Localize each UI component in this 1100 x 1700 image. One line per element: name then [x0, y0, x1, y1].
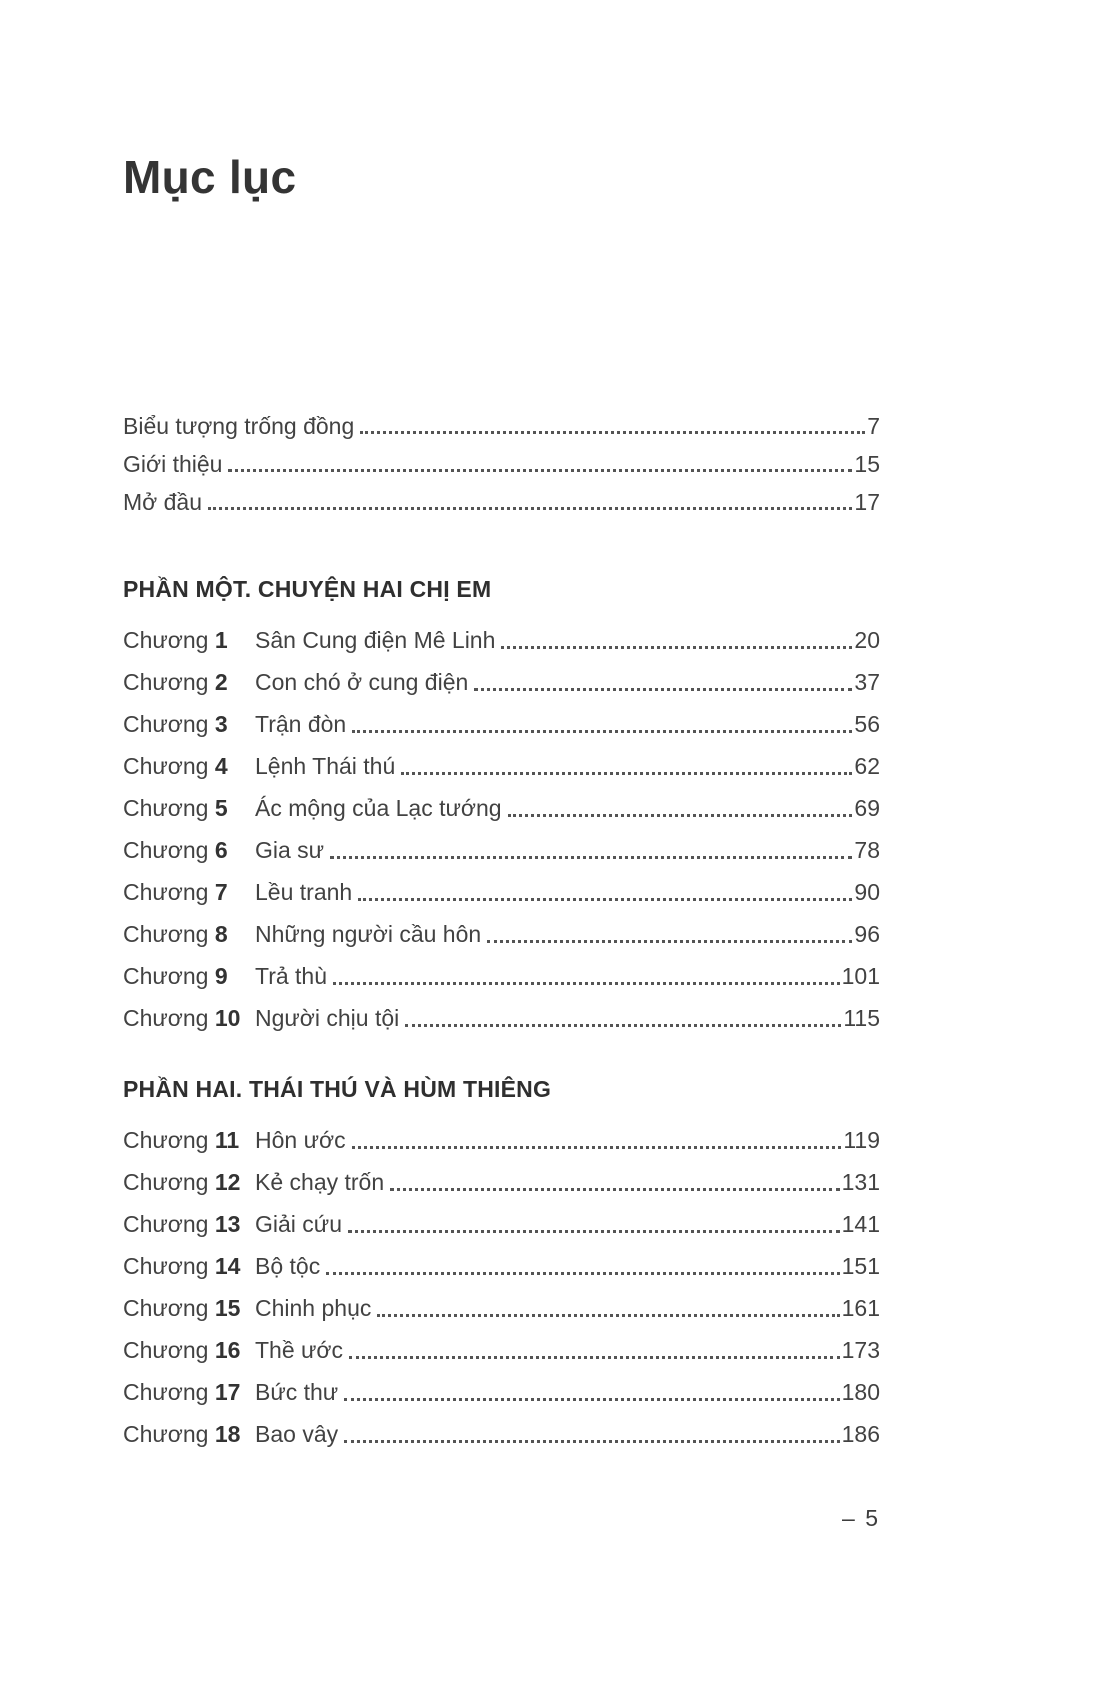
chapter-title: Trả thù	[255, 963, 328, 989]
chapter-title: Hôn ước	[255, 1127, 346, 1153]
chapter-title: Bức thư	[255, 1379, 339, 1405]
chapter-number: 10	[214, 1005, 241, 1031]
page-number: 15	[854, 451, 880, 477]
chapter-word: Chương	[123, 1253, 209, 1279]
section-heading-part-two: PHẦN HAI. THÁI THÚ VÀ HÙM THIÊNG	[123, 1076, 552, 1102]
chapter-label	[123, 1203, 255, 1245]
chapter-number: 1	[214, 627, 228, 653]
chapter-entry	[123, 1203, 880, 1245]
chapter-word: Chương	[123, 921, 209, 947]
chapter-number: 2	[214, 669, 228, 695]
dot-leader	[348, 1230, 840, 1233]
dot-leader	[208, 507, 852, 510]
entry-title: Mở đầu	[123, 489, 203, 515]
chapter-word: Chương	[123, 837, 209, 863]
chapter-word: Chương	[123, 1005, 209, 1031]
page-number: 141	[841, 1211, 880, 1237]
chapter-label	[123, 745, 255, 787]
chapter-title: Ác mộng của Lạc tướng	[255, 795, 502, 821]
chapter-label	[123, 997, 255, 1039]
chapter-title: Bao vây	[255, 1421, 339, 1447]
chapter-number: 14	[214, 1253, 241, 1279]
chapter-number: 4	[214, 753, 228, 779]
front-matter-entry	[123, 483, 880, 521]
chapter-title: Lều tranh	[255, 879, 353, 905]
page-number: 96	[854, 921, 880, 947]
page-number: 173	[841, 1337, 880, 1363]
dot-leader	[508, 814, 853, 817]
chapter-list-part-one	[123, 619, 880, 1039]
chapter-entry	[123, 913, 880, 955]
chapter-title: Người chịu tội	[255, 1005, 400, 1031]
chapter-number: 9	[214, 963, 228, 989]
chapter-title: Con chó ở cung điện	[255, 669, 469, 695]
chapter-entry	[123, 997, 880, 1039]
chapter-title: Sân Cung điện Mê Linh	[255, 627, 496, 653]
page-number: 151	[841, 1253, 880, 1279]
chapter-title: Những người cầu hôn	[255, 921, 482, 947]
chapter-word: Chương	[123, 963, 209, 989]
chapter-number: 15	[214, 1295, 241, 1321]
chapter-number: 8	[214, 921, 228, 947]
entry-title: Giới thiệu	[123, 451, 223, 477]
chapter-word: Chương	[123, 1127, 209, 1153]
chapter-entry	[123, 745, 880, 787]
page-footer: – 5	[842, 1505, 880, 1531]
chapter-number: 6	[214, 837, 228, 863]
page-number: 56	[854, 711, 880, 737]
page-number: 62	[854, 753, 880, 779]
chapter-label	[123, 787, 255, 829]
entry-title: Biểu tượng trống đồng	[123, 413, 355, 439]
chapter-list-part-two	[123, 1119, 880, 1455]
section-heading-part-one: PHẦN MỘT. CHUYỆN HAI CHỊ EM	[123, 576, 492, 602]
chapter-label	[123, 871, 255, 913]
dot-leader	[352, 1146, 842, 1149]
chapter-title: Chinh phục	[255, 1295, 372, 1321]
chapter-label	[123, 619, 255, 661]
dot-leader	[333, 982, 840, 985]
chapter-title: Giải cứu	[255, 1211, 342, 1237]
chapter-label	[123, 661, 255, 703]
chapter-number: 18	[214, 1421, 241, 1447]
chapter-entry	[123, 703, 880, 745]
chapter-label	[123, 1119, 255, 1161]
chapter-word: Chương	[123, 753, 209, 779]
dot-leader	[358, 898, 852, 901]
front-matter-entry	[123, 445, 880, 483]
chapter-label	[123, 1371, 255, 1413]
chapter-label	[123, 703, 255, 745]
chapter-word: Chương	[123, 1169, 209, 1195]
chapter-label	[123, 913, 255, 955]
chapter-title: Kẻ chạy trốn	[255, 1169, 385, 1195]
page-number: 180	[841, 1379, 880, 1405]
chapter-number: 5	[214, 795, 228, 821]
chapter-label	[123, 1413, 255, 1455]
page-number: 131	[841, 1169, 880, 1195]
chapter-entry	[123, 1119, 880, 1161]
chapter-title: Bộ tộc	[255, 1253, 321, 1279]
chapter-word: Chương	[123, 1337, 209, 1363]
page-number: 161	[841, 1295, 880, 1321]
chapter-entry	[123, 1329, 880, 1371]
dot-leader	[487, 940, 852, 943]
page-number: 90	[854, 879, 880, 905]
chapter-label	[123, 1329, 255, 1371]
dot-leader	[360, 431, 865, 434]
page-number: 17	[854, 489, 880, 515]
dot-leader	[228, 469, 852, 472]
front-matter-entry	[123, 407, 880, 445]
chapter-label	[123, 1245, 255, 1287]
chapter-title: Trận đòn	[255, 711, 347, 737]
page-number: 69	[854, 795, 880, 821]
chapter-entry	[123, 1413, 880, 1455]
dot-leader	[349, 1356, 840, 1359]
chapter-entry	[123, 871, 880, 913]
chapter-label	[123, 1287, 255, 1329]
page-number: 78	[854, 837, 880, 863]
dot-leader	[405, 1024, 841, 1027]
page-number: 186	[841, 1421, 880, 1447]
chapter-word: Chương	[123, 627, 209, 653]
page-number: 115	[843, 1005, 880, 1031]
dot-leader	[344, 1440, 840, 1443]
page-number: 37	[854, 669, 880, 695]
chapter-title: Thề ước	[255, 1337, 344, 1363]
chapter-label	[123, 955, 255, 997]
chapter-entry	[123, 1371, 880, 1413]
chapter-title: Lệnh Thái thú	[255, 753, 396, 779]
chapter-word: Chương	[123, 795, 209, 821]
chapter-entry	[123, 619, 880, 661]
chapter-title: Gia sư	[255, 837, 325, 863]
chapter-entry	[123, 1287, 880, 1329]
chapter-entry	[123, 1161, 880, 1203]
page-number: 7	[867, 413, 880, 439]
page-title: Mục lục	[123, 151, 297, 203]
page-number: 119	[843, 1127, 880, 1153]
chapter-number: 12	[214, 1169, 241, 1195]
chapter-entry	[123, 787, 880, 829]
page-number: 20	[854, 627, 880, 653]
dot-leader	[390, 1188, 839, 1191]
chapter-word: Chương	[123, 669, 209, 695]
chapter-entry	[123, 955, 880, 997]
chapter-word: Chương	[123, 1379, 209, 1405]
chapter-entry	[123, 829, 880, 871]
dot-leader	[401, 772, 852, 775]
chapter-word: Chương	[123, 711, 209, 737]
chapter-label	[123, 829, 255, 871]
chapter-number: 3	[214, 711, 228, 737]
dot-leader	[501, 646, 852, 649]
chapter-word: Chương	[123, 1295, 209, 1321]
chapter-label	[123, 1161, 255, 1203]
chapter-word: Chương	[123, 1211, 209, 1237]
dot-leader	[474, 688, 852, 691]
chapter-number: 17	[214, 1379, 241, 1405]
chapter-number: 7	[214, 879, 228, 905]
dot-leader	[326, 1272, 839, 1275]
front-matter-list	[123, 407, 880, 521]
dot-leader	[330, 856, 852, 859]
chapter-word: Chương	[123, 879, 209, 905]
dot-leader	[352, 730, 852, 733]
chapter-number: 11	[214, 1127, 240, 1153]
chapter-number: 16	[214, 1337, 241, 1363]
chapter-word: Chương	[123, 1421, 209, 1447]
dot-leader	[377, 1314, 839, 1317]
chapter-entry	[123, 1245, 880, 1287]
chapter-entry	[123, 661, 880, 703]
dot-leader	[344, 1398, 839, 1401]
page-number: 101	[841, 963, 880, 989]
chapter-number: 13	[214, 1211, 241, 1237]
